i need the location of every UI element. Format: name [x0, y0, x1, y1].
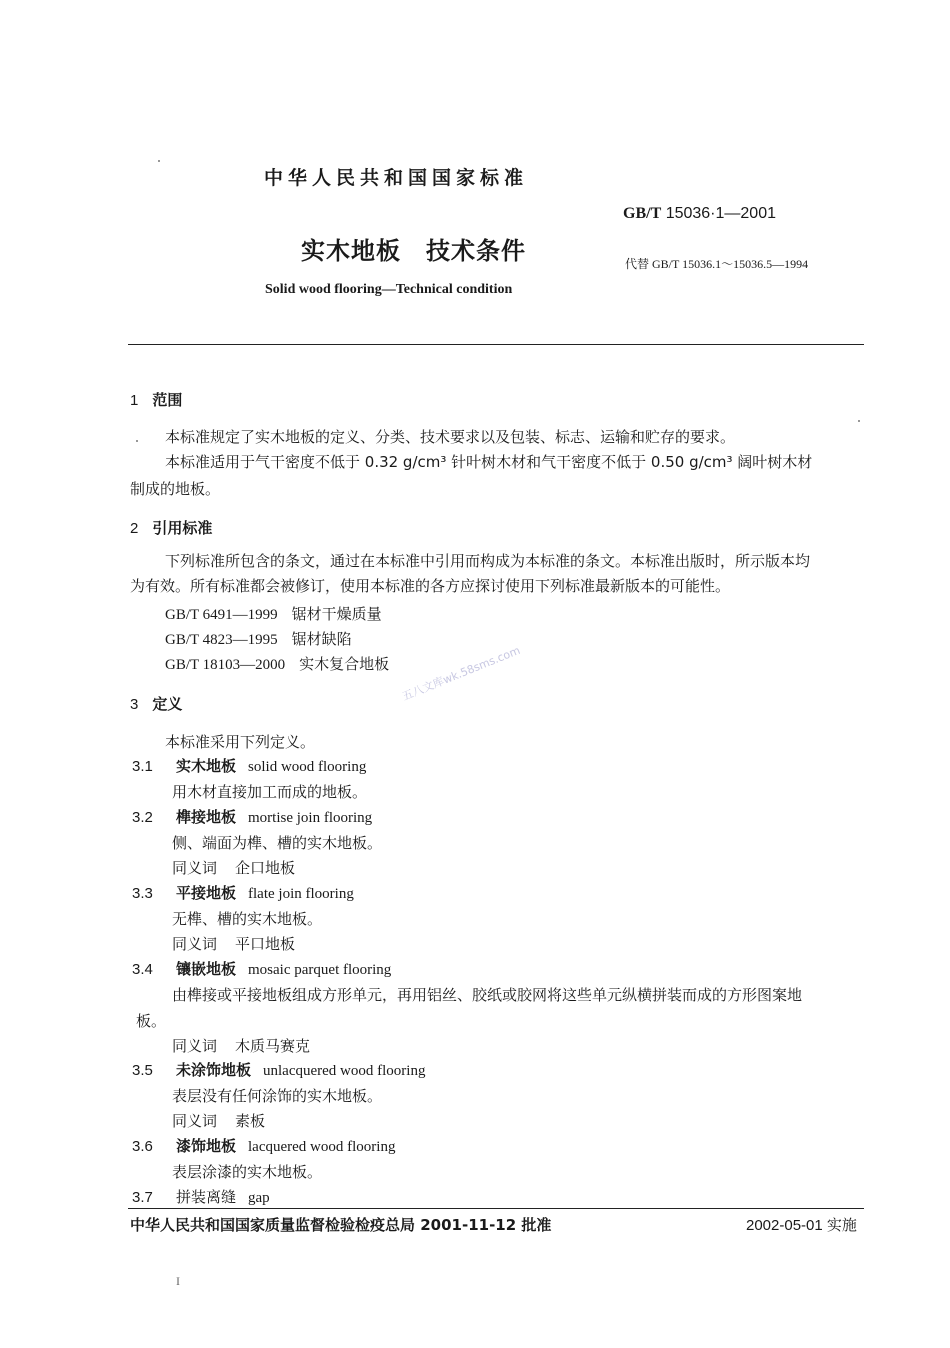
- section-3-intro: 本标准采用下列定义。: [165, 733, 316, 751]
- term-number: 3.7: [132, 1189, 153, 1206]
- term-heading: [132, 958, 391, 979]
- section-2-paragraph-cont: 为有效。所有标准都会被修订，使用本标准的各方应探讨使用下列标准最新版本的可能性。: [130, 577, 731, 595]
- term-number: 3.3: [132, 885, 153, 902]
- term-chinese: 榫接地板: [176, 808, 237, 826]
- section-number: 2: [130, 520, 139, 537]
- standard-title: 中华人民共和国国家标准: [264, 167, 529, 189]
- term-synonym: [172, 1035, 310, 1056]
- term-definition: 由榫接或平接地板组成方形单元，再用铝丝、胶纸或胶网将这些单元纵横拼装而成的方形图案地: [172, 986, 803, 1004]
- term-definition: 表层涂漆的实木地板。: [172, 1163, 323, 1181]
- term-definition: 侧、端面为榫、槽的实木地板。: [172, 834, 383, 852]
- scan-speck: [136, 440, 138, 442]
- term-heading: [132, 1059, 425, 1080]
- term-chinese: 拼装离缝: [176, 1188, 237, 1206]
- term-english: mortise join flooring: [248, 810, 373, 826]
- term-number: 3.5: [132, 1062, 153, 1079]
- term-heading: [132, 806, 372, 827]
- synonym-label: 同义词: [172, 859, 218, 877]
- implementation-date: 2002-05-01 实施: [746, 1217, 857, 1234]
- term-english: flate join flooring: [248, 886, 354, 902]
- term-number: 3.1: [132, 758, 153, 775]
- term-heading: [132, 882, 354, 903]
- english-title: Solid wood flooring—Technical condition: [265, 282, 513, 297]
- section-title: 引用标准: [152, 519, 213, 537]
- standard-code: [623, 205, 776, 223]
- term-synonym: [172, 857, 295, 878]
- header-divider: [128, 344, 864, 345]
- section-number: 3: [130, 696, 139, 713]
- term-number: 3.6: [132, 1138, 153, 1155]
- section-3-heading: [130, 693, 182, 714]
- section-1-paragraph-2: 本标准适用于气干密度不低于 0.32 g/cm³ 针叶树木材和气干密度不低于 0.50 g/cm³ 阔叶树木材: [165, 453, 813, 471]
- section-2-paragraph: 下列标准所包含的条文，通过在本标准中引用而构成为本标准的条文。本标准出版时，所示版本均: [165, 552, 811, 570]
- synonym-label: 同义词: [172, 1037, 218, 1055]
- term-definition-cont: 板。: [136, 1012, 167, 1030]
- reference-code: GB/T 6491—1999: [165, 607, 278, 623]
- reference-name: 锯材干燥质量: [291, 605, 382, 623]
- synonym-value: 素板: [235, 1112, 266, 1130]
- term-number: 3.2: [132, 809, 153, 826]
- scan-speck: [158, 160, 160, 162]
- term-english: lacquered wood flooring: [248, 1139, 396, 1155]
- section-1-paragraph-2-cont: 制成的地板。: [130, 480, 221, 498]
- reference-name: 锯材缺陷: [291, 630, 352, 648]
- term-chinese: 漆饰地板: [176, 1137, 237, 1155]
- term-number: 3.4: [132, 961, 153, 978]
- code-prefix: GB/T: [623, 205, 662, 222]
- document-title: 实木地板 技术条件: [301, 237, 526, 265]
- term-chinese: 平接地板: [176, 884, 237, 902]
- watermark: 五八文库wk.58sms.com: [400, 643, 523, 704]
- synonym-value: 木质马赛克: [235, 1037, 311, 1055]
- replaces-note: 代替 GB/T 15036.1～15036.5—1994: [625, 257, 809, 271]
- reference-item: [165, 653, 389, 674]
- synonym-value: 企口地板: [235, 859, 296, 877]
- footer-divider: [128, 1208, 864, 1209]
- reference-code: GB/T 4823—1995: [165, 632, 278, 648]
- section-title: 定义: [152, 695, 183, 713]
- term-chinese: 未涂饰地板: [176, 1061, 252, 1079]
- term-definition: 表层没有任何涂饰的实木地板。: [172, 1087, 383, 1105]
- term-heading: [132, 1135, 395, 1156]
- term-chinese: 镶嵌地板: [176, 960, 237, 978]
- page-mark: I: [176, 1274, 180, 1288]
- scan-speck: [858, 420, 860, 422]
- section-1-heading: [130, 389, 182, 410]
- section-1-paragraph-1: 本标准规定了实木地板的定义、分类、技术要求以及包装、标志、运输和贮存的要求。: [165, 428, 736, 446]
- term-english: mosaic parquet flooring: [248, 962, 392, 978]
- section-2-heading: [130, 517, 212, 538]
- term-synonym: [172, 933, 295, 954]
- reference-item: [165, 603, 382, 624]
- term-english: gap: [248, 1190, 270, 1206]
- approval-note: 中华人民共和国国家质量监督检验检疫总局 2001-11-12 批准: [130, 1216, 552, 1234]
- synonym-value: 平口地板: [235, 935, 296, 953]
- term-definition: 用木材直接加工而成的地板。: [172, 783, 368, 801]
- term-heading: [132, 1186, 270, 1207]
- term-english: solid wood flooring: [248, 759, 367, 775]
- code-number: 15036·1—2001: [665, 205, 776, 222]
- reference-code: GB/T 18103—2000: [165, 657, 286, 673]
- term-english: unlacquered wood flooring: [263, 1063, 426, 1079]
- synonym-label: 同义词: [172, 1112, 218, 1130]
- section-title: 范围: [152, 391, 183, 409]
- section-number: 1: [130, 392, 139, 409]
- term-heading: [132, 755, 366, 776]
- reference-name: 实木复合地板: [299, 655, 390, 673]
- term-chinese: 实木地板: [176, 757, 237, 775]
- reference-item: [165, 628, 352, 649]
- term-synonym: [172, 1110, 265, 1131]
- term-definition: 无榫、槽的实木地板。: [172, 910, 323, 928]
- synonym-label: 同义词: [172, 935, 218, 953]
